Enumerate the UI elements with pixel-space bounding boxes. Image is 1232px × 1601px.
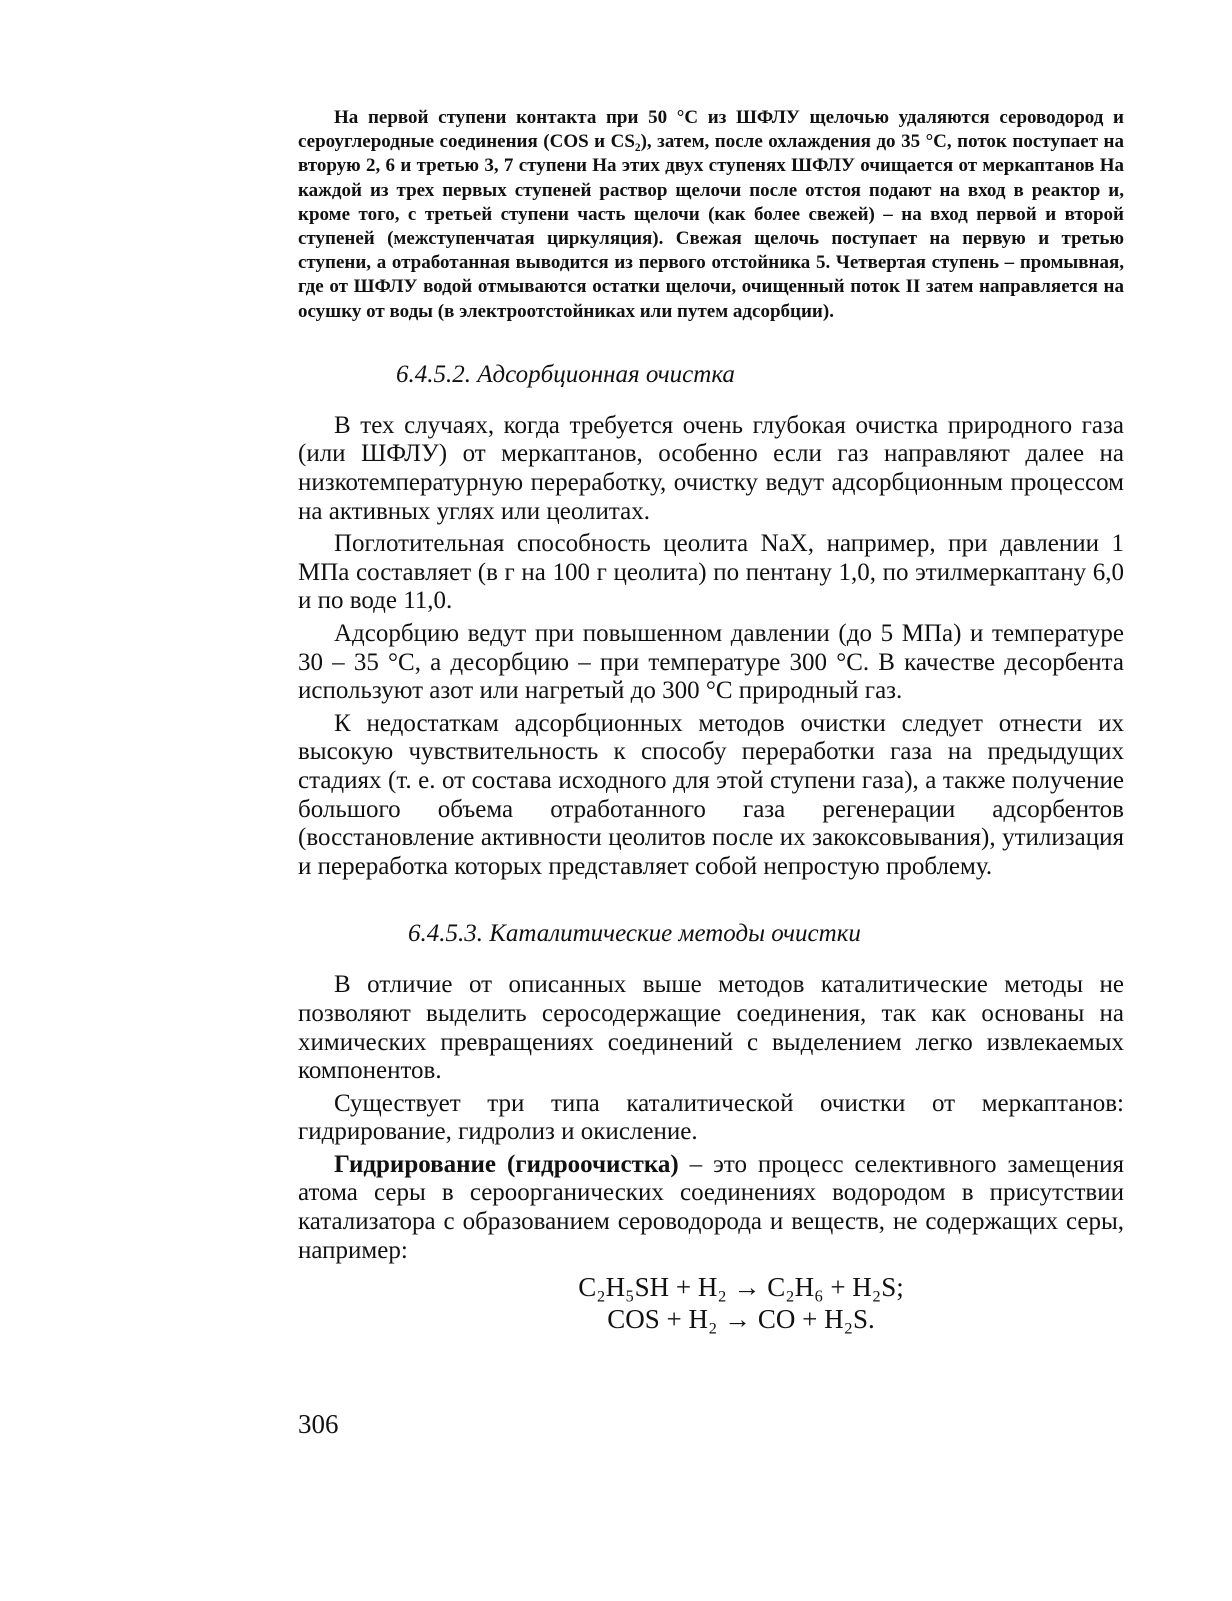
intro-paragraph: На первой ступени контакта при 50 °С из ШФЛУ щелочью удаляются сероводород и сероуглеродные соединения (COS и CS₂), затем, после охлаждения до 35 °С, поток поступает на вторую 2, 6 и третью 3, 7 ступени На этих двух ступенях ШФЛУ очищается от меркаптанов На каждой из трех первых ступеней раствор щелочи после отстоя подают на вход в реактор и, кроме того, с третьей ступени часть щелочи (как более свежей) – на вход первой и второй ступеней (межступенчатая циркуляция). Свежая щелочь поступает на первую и третью ступени, а отработанная выводится из первого отстойника 5. Четвертая ступень – промывная, где от ШФЛУ водой отмываются остатки щелочи, очищенный поток II затем направляется на осушку от воды (в электроотстойниках или путем адсорбции). — [298, 107, 1124, 322]
catalytic-paragraph-1: В отличие от описанных выше методов каталитические методы не позволяют выделить серосодержащие соединения, так как основаны на химических превращениях соединений с выделением легко извлекаемых компонентов. — [298, 971, 1124, 1085]
section-heading-adsorption: 6.4.5.2. Адсорбционная очистка — [396, 360, 735, 388]
page-content — [298, 106, 1124, 1335]
hydrogenation-definition: – это процесс селективного замещения атома серы в сероорганических соединениях водородом в присутствии катализатора с образованием сероводорода и веществ, не содержащих серы, например: — [298, 1150, 1124, 1264]
equation-1: C₂H₅SH + H₂ → C₂H₆ + H₂S; — [578, 1272, 904, 1303]
equation-2: COS + H₂ → CO + H₂S. — [607, 1304, 875, 1335]
section-heading-catalytic: 6.4.5.3. Каталитические методы очистки — [408, 920, 861, 948]
adsorption-paragraph-2: Поглотительная способность цеолита NaX, например, при давлении 1 МПа составляет (в г на 100 г цеолита) по пентану 1,0, по этилмеркаптану 6,0 и по воде 11,0. — [298, 530, 1124, 615]
catalytic-paragraph-2: Существует три типа каталитической очистки от меркаптанов: гидрирование, гидролиз и окисление. — [298, 1089, 1124, 1146]
adsorption-paragraph-4: К недостаткам адсорбционных методов очистки следует отнести их высокую чувствительность к способу переработки газа на предыдущих стадиях (т. е. от состава исходного для этой ступени газа), а также получение большого объема отработанного газа регенерации адсорбентов (восстановление активности цеолитов после их закоксовывания), утилизация и переработка которых представляет собой непростую проблему. — [298, 709, 1124, 880]
adsorption-paragraph-1: В тех случаях, когда требуется очень глубокая очистка природного газа (или ШФЛУ) от меркаптанов, особенно если газ направляют далее на низкотемпературную переработку, очистку ведут адсорбционным процессом на активных углях или цеолитах. — [298, 411, 1124, 525]
page-number: 306 — [298, 1409, 339, 1439]
adsorption-paragraph-3: Адсорбцию ведут при повышенном давлении (до 5 МПа) и температуре 30 – 35 °С, а десорбцию – при температуре 300 °С. В качестве десорбента используют азот или нагретый до 300 °С природный газ. — [298, 619, 1124, 705]
hydrogenation-paragraph — [298, 1151, 1124, 1265]
hydrogenation-term: Гидрирование (гидроочистка) — [334, 1150, 679, 1178]
